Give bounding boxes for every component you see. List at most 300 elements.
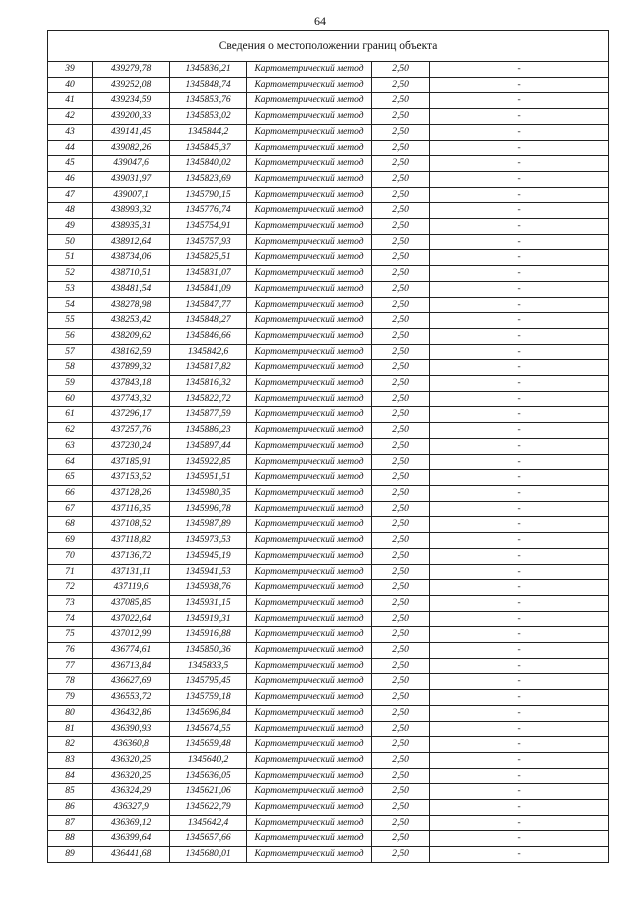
y-coordinate-cell: 1345622,79	[170, 800, 247, 816]
x-coordinate-cell: 436324,29	[93, 784, 170, 800]
y-coordinate-cell: 1345941,53	[170, 564, 247, 580]
table-row	[48, 831, 609, 847]
x-coordinate-cell: 438481,54	[93, 281, 170, 297]
note-cell: -	[430, 187, 609, 203]
y-coordinate-cell: 1345980,35	[170, 485, 247, 501]
y-coordinate-cell: 1345848,27	[170, 313, 247, 329]
method-cell: Картометрический метод	[247, 627, 372, 643]
table-row	[48, 768, 609, 784]
method-cell: Картометрический метод	[247, 391, 372, 407]
y-coordinate-cell: 1345842,6	[170, 344, 247, 360]
accuracy-cell: 2,50	[372, 140, 430, 156]
y-coordinate-cell: 1345897,44	[170, 438, 247, 454]
point-number-cell: 70	[48, 548, 93, 564]
method-cell: Картометрический метод	[247, 250, 372, 266]
point-number-cell: 89	[48, 847, 93, 863]
method-cell: Картометрический метод	[247, 124, 372, 140]
accuracy-cell: 2,50	[372, 815, 430, 831]
y-coordinate-cell: 1345825,51	[170, 250, 247, 266]
page-number: 64	[314, 14, 326, 28]
point-number-cell: 42	[48, 109, 93, 125]
method-cell: Картометрический метод	[247, 737, 372, 753]
accuracy-cell: 2,50	[372, 737, 430, 753]
x-coordinate-cell: 436360,8	[93, 737, 170, 753]
accuracy-cell: 2,50	[372, 627, 430, 643]
y-coordinate-cell: 1345841,09	[170, 281, 247, 297]
accuracy-cell: 2,50	[372, 784, 430, 800]
method-cell: Картометрический метод	[247, 376, 372, 392]
point-number-cell: 82	[48, 737, 93, 753]
accuracy-cell: 2,50	[372, 470, 430, 486]
x-coordinate-cell: 439031,97	[93, 171, 170, 187]
point-number-cell: 61	[48, 407, 93, 423]
x-coordinate-cell: 437108,52	[93, 517, 170, 533]
point-number-cell: 52	[48, 266, 93, 282]
method-cell: Картометрический метод	[247, 721, 372, 737]
table-row	[48, 438, 609, 454]
point-number-cell: 66	[48, 485, 93, 501]
point-number-cell: 80	[48, 705, 93, 721]
point-number-cell: 46	[48, 171, 93, 187]
y-coordinate-cell: 1345945,19	[170, 548, 247, 564]
note-cell: -	[430, 847, 609, 863]
x-coordinate-cell: 437899,32	[93, 360, 170, 376]
x-coordinate-cell: 438162,59	[93, 344, 170, 360]
accuracy-cell: 2,50	[372, 313, 430, 329]
y-coordinate-cell: 1345776,74	[170, 203, 247, 219]
y-coordinate-cell: 1345754,91	[170, 219, 247, 235]
note-cell: -	[430, 643, 609, 659]
y-coordinate-cell: 1345659,48	[170, 737, 247, 753]
table-row	[48, 140, 609, 156]
accuracy-cell: 2,50	[372, 360, 430, 376]
x-coordinate-cell: 437131,11	[93, 564, 170, 580]
table-row	[48, 360, 609, 376]
point-number-cell: 65	[48, 470, 93, 486]
method-cell: Картометрический метод	[247, 815, 372, 831]
note-cell: -	[430, 250, 609, 266]
note-cell: -	[430, 737, 609, 753]
x-coordinate-cell: 438912,64	[93, 234, 170, 250]
y-coordinate-cell: 1345696,84	[170, 705, 247, 721]
y-coordinate-cell: 1345759,18	[170, 690, 247, 706]
note-cell: -	[430, 627, 609, 643]
accuracy-cell: 2,50	[372, 376, 430, 392]
note-cell: -	[430, 705, 609, 721]
table-row	[48, 800, 609, 816]
x-coordinate-cell: 438278,98	[93, 297, 170, 313]
table-row	[48, 171, 609, 187]
y-coordinate-cell: 1345987,89	[170, 517, 247, 533]
y-coordinate-cell: 1345847,77	[170, 297, 247, 313]
point-number-cell: 58	[48, 360, 93, 376]
y-coordinate-cell: 1345973,53	[170, 533, 247, 549]
boundary-coordinates-table	[47, 30, 609, 863]
note-cell: -	[430, 501, 609, 517]
note-cell: -	[430, 297, 609, 313]
point-number-cell: 41	[48, 93, 93, 109]
y-coordinate-cell: 1345850,36	[170, 643, 247, 659]
x-coordinate-cell: 436320,25	[93, 752, 170, 768]
x-coordinate-cell: 436399,64	[93, 831, 170, 847]
method-cell: Картометрический метод	[247, 360, 372, 376]
point-number-cell: 77	[48, 658, 93, 674]
accuracy-cell: 2,50	[372, 187, 430, 203]
x-coordinate-cell: 438253,42	[93, 313, 170, 329]
note-cell: -	[430, 140, 609, 156]
accuracy-cell: 2,50	[372, 831, 430, 847]
point-number-cell: 88	[48, 831, 93, 847]
note-cell: -	[430, 281, 609, 297]
method-cell: Картометрический метод	[247, 643, 372, 659]
x-coordinate-cell: 437743,32	[93, 391, 170, 407]
accuracy-cell: 2,50	[372, 219, 430, 235]
method-cell: Картометрический метод	[247, 109, 372, 125]
method-cell: Картометрический метод	[247, 470, 372, 486]
accuracy-cell: 2,50	[372, 564, 430, 580]
note-cell: -	[430, 203, 609, 219]
table-row	[48, 643, 609, 659]
accuracy-cell: 2,50	[372, 800, 430, 816]
method-cell: Картометрический метод	[247, 454, 372, 470]
accuracy-cell: 2,50	[372, 454, 430, 470]
table-row	[48, 156, 609, 172]
y-coordinate-cell: 1345877,59	[170, 407, 247, 423]
accuracy-cell: 2,50	[372, 266, 430, 282]
y-coordinate-cell: 1345844,2	[170, 124, 247, 140]
note-cell: -	[430, 485, 609, 501]
accuracy-cell: 2,50	[372, 485, 430, 501]
table-row	[48, 737, 609, 753]
method-cell: Картометрический метод	[247, 93, 372, 109]
table-row	[48, 627, 609, 643]
x-coordinate-cell: 436320,25	[93, 768, 170, 784]
y-coordinate-cell: 1345621,06	[170, 784, 247, 800]
y-coordinate-cell: 1345919,31	[170, 611, 247, 627]
y-coordinate-cell: 1345931,15	[170, 595, 247, 611]
point-number-cell: 85	[48, 784, 93, 800]
accuracy-cell: 2,50	[372, 423, 430, 439]
y-coordinate-cell: 1345886,23	[170, 423, 247, 439]
note-cell: -	[430, 611, 609, 627]
point-number-cell: 68	[48, 517, 93, 533]
accuracy-cell: 2,50	[372, 234, 430, 250]
x-coordinate-cell: 437257,76	[93, 423, 170, 439]
x-coordinate-cell: 436390,93	[93, 721, 170, 737]
point-number-cell: 73	[48, 595, 93, 611]
table-row	[48, 595, 609, 611]
method-cell: Картометрический метод	[247, 77, 372, 93]
point-number-cell: 60	[48, 391, 93, 407]
point-number-cell: 39	[48, 62, 93, 78]
point-number-cell: 62	[48, 423, 93, 439]
note-cell: -	[430, 800, 609, 816]
y-coordinate-cell: 1345757,93	[170, 234, 247, 250]
point-number-cell: 45	[48, 156, 93, 172]
y-coordinate-cell: 1345642,4	[170, 815, 247, 831]
point-number-cell: 55	[48, 313, 93, 329]
note-cell: -	[430, 266, 609, 282]
x-coordinate-cell: 437118,82	[93, 533, 170, 549]
note-cell: -	[430, 721, 609, 737]
point-number-cell: 50	[48, 234, 93, 250]
table-row	[48, 721, 609, 737]
method-cell: Картометрический метод	[247, 533, 372, 549]
y-coordinate-cell: 1345938,76	[170, 580, 247, 596]
note-cell: -	[430, 62, 609, 78]
point-number-cell: 54	[48, 297, 93, 313]
note-cell: -	[430, 517, 609, 533]
point-number-cell: 84	[48, 768, 93, 784]
table-row	[48, 533, 609, 549]
x-coordinate-cell: 437116,35	[93, 501, 170, 517]
point-number-cell: 81	[48, 721, 93, 737]
accuracy-cell: 2,50	[372, 344, 430, 360]
note-cell: -	[430, 690, 609, 706]
y-coordinate-cell: 1345816,32	[170, 376, 247, 392]
method-cell: Картометрический метод	[247, 203, 372, 219]
accuracy-cell: 2,50	[372, 674, 430, 690]
point-number-cell: 78	[48, 674, 93, 690]
note-cell: -	[430, 470, 609, 486]
note-cell: -	[430, 831, 609, 847]
method-cell: Картометрический метод	[247, 140, 372, 156]
note-cell: -	[430, 548, 609, 564]
method-cell: Картометрический метод	[247, 580, 372, 596]
x-coordinate-cell: 436713,84	[93, 658, 170, 674]
note-cell: -	[430, 658, 609, 674]
table-row	[48, 564, 609, 580]
note-cell: -	[430, 454, 609, 470]
table-row	[48, 784, 609, 800]
note-cell: -	[430, 423, 609, 439]
point-number-cell: 67	[48, 501, 93, 517]
accuracy-cell: 2,50	[372, 752, 430, 768]
accuracy-cell: 2,50	[372, 768, 430, 784]
table-row	[48, 847, 609, 863]
y-coordinate-cell: 1345853,02	[170, 109, 247, 125]
point-number-cell: 79	[48, 690, 93, 706]
x-coordinate-cell: 437085,85	[93, 595, 170, 611]
y-coordinate-cell: 1345836,21	[170, 62, 247, 78]
x-coordinate-cell: 438993,32	[93, 203, 170, 219]
method-cell: Картометрический метод	[247, 234, 372, 250]
method-cell: Картометрический метод	[247, 517, 372, 533]
y-coordinate-cell: 1345674,55	[170, 721, 247, 737]
table-row	[48, 203, 609, 219]
table-row	[48, 815, 609, 831]
x-coordinate-cell: 436627,69	[93, 674, 170, 690]
x-coordinate-cell: 437185,91	[93, 454, 170, 470]
note-cell: -	[430, 124, 609, 140]
y-coordinate-cell: 1345845,37	[170, 140, 247, 156]
accuracy-cell: 2,50	[372, 328, 430, 344]
x-coordinate-cell: 436432,86	[93, 705, 170, 721]
section-title: Сведения о местоположении границ объекта	[48, 31, 609, 62]
note-cell: -	[430, 784, 609, 800]
x-coordinate-cell: 439279,78	[93, 62, 170, 78]
method-cell: Картометрический метод	[247, 595, 372, 611]
table-row	[48, 234, 609, 250]
method-cell: Картометрический метод	[247, 548, 372, 564]
y-coordinate-cell: 1345795,45	[170, 674, 247, 690]
point-number-cell: 63	[48, 438, 93, 454]
accuracy-cell: 2,50	[372, 281, 430, 297]
method-cell: Картометрический метод	[247, 564, 372, 580]
note-cell: -	[430, 376, 609, 392]
y-coordinate-cell: 1345853,76	[170, 93, 247, 109]
x-coordinate-cell: 437119,6	[93, 580, 170, 596]
table-row	[48, 690, 609, 706]
accuracy-cell: 2,50	[372, 580, 430, 596]
method-cell: Картометрический метод	[247, 187, 372, 203]
point-number-cell: 40	[48, 77, 93, 93]
table-row	[48, 423, 609, 439]
method-cell: Картометрический метод	[247, 784, 372, 800]
accuracy-cell: 2,50	[372, 517, 430, 533]
point-number-cell: 56	[48, 328, 93, 344]
table-row	[48, 187, 609, 203]
table-row	[48, 470, 609, 486]
table-row	[48, 281, 609, 297]
method-cell: Картометрический метод	[247, 752, 372, 768]
table-row	[48, 752, 609, 768]
method-cell: Картометрический метод	[247, 423, 372, 439]
note-cell: -	[430, 752, 609, 768]
point-number-cell: 87	[48, 815, 93, 831]
accuracy-cell: 2,50	[372, 501, 430, 517]
point-number-cell: 57	[48, 344, 93, 360]
x-coordinate-cell: 437136,72	[93, 548, 170, 564]
point-number-cell: 53	[48, 281, 93, 297]
note-cell: -	[430, 313, 609, 329]
note-cell: -	[430, 391, 609, 407]
x-coordinate-cell: 438734,06	[93, 250, 170, 266]
accuracy-cell: 2,50	[372, 124, 430, 140]
x-coordinate-cell: 438710,51	[93, 266, 170, 282]
accuracy-cell: 2,50	[372, 643, 430, 659]
note-cell: -	[430, 533, 609, 549]
point-number-cell: 72	[48, 580, 93, 596]
note-cell: -	[430, 234, 609, 250]
x-coordinate-cell: 436369,12	[93, 815, 170, 831]
note-cell: -	[430, 328, 609, 344]
accuracy-cell: 2,50	[372, 595, 430, 611]
method-cell: Картометрический метод	[247, 297, 372, 313]
table-row	[48, 124, 609, 140]
x-coordinate-cell: 438209,62	[93, 328, 170, 344]
point-number-cell: 44	[48, 140, 93, 156]
y-coordinate-cell: 1345951,51	[170, 470, 247, 486]
accuracy-cell: 2,50	[372, 109, 430, 125]
table-row	[48, 454, 609, 470]
x-coordinate-cell: 439007,1	[93, 187, 170, 203]
y-coordinate-cell: 1345846,66	[170, 328, 247, 344]
x-coordinate-cell: 436327,9	[93, 800, 170, 816]
note-cell: -	[430, 815, 609, 831]
accuracy-cell: 2,50	[372, 77, 430, 93]
accuracy-cell: 2,50	[372, 438, 430, 454]
accuracy-cell: 2,50	[372, 62, 430, 78]
x-coordinate-cell: 437230,24	[93, 438, 170, 454]
point-number-cell: 51	[48, 250, 93, 266]
note-cell: -	[430, 109, 609, 125]
method-cell: Картометрический метод	[247, 313, 372, 329]
accuracy-cell: 2,50	[372, 203, 430, 219]
point-number-cell: 47	[48, 187, 93, 203]
table-row	[48, 517, 609, 533]
table-row	[48, 344, 609, 360]
y-coordinate-cell: 1345831,07	[170, 266, 247, 282]
x-coordinate-cell: 436441,68	[93, 847, 170, 863]
accuracy-cell: 2,50	[372, 721, 430, 737]
method-cell: Картометрический метод	[247, 219, 372, 235]
method-cell: Картометрический метод	[247, 281, 372, 297]
y-coordinate-cell: 1345840,02	[170, 156, 247, 172]
x-coordinate-cell: 436774,61	[93, 643, 170, 659]
point-number-cell: 74	[48, 611, 93, 627]
method-cell: Картометрический метод	[247, 705, 372, 721]
note-cell: -	[430, 438, 609, 454]
x-coordinate-cell: 438935,31	[93, 219, 170, 235]
method-cell: Картометрический метод	[247, 328, 372, 344]
note-cell: -	[430, 219, 609, 235]
y-coordinate-cell: 1345790,15	[170, 187, 247, 203]
point-number-cell: 49	[48, 219, 93, 235]
x-coordinate-cell: 436553,72	[93, 690, 170, 706]
x-coordinate-cell: 439047,6	[93, 156, 170, 172]
x-coordinate-cell: 439252,08	[93, 77, 170, 93]
table-row	[48, 611, 609, 627]
method-cell: Картометрический метод	[247, 171, 372, 187]
table-row	[48, 93, 609, 109]
accuracy-cell: 2,50	[372, 705, 430, 721]
note-cell: -	[430, 564, 609, 580]
accuracy-cell: 2,50	[372, 407, 430, 423]
note-cell: -	[430, 580, 609, 596]
y-coordinate-cell: 1345922,85	[170, 454, 247, 470]
accuracy-cell: 2,50	[372, 611, 430, 627]
point-number-cell: 48	[48, 203, 93, 219]
point-number-cell: 59	[48, 376, 93, 392]
y-coordinate-cell: 1345996,78	[170, 501, 247, 517]
method-cell: Картометрический метод	[247, 266, 372, 282]
y-coordinate-cell: 1345823,69	[170, 171, 247, 187]
accuracy-cell: 2,50	[372, 658, 430, 674]
table-body	[48, 62, 609, 863]
table-row	[48, 219, 609, 235]
point-number-cell: 43	[48, 124, 93, 140]
table-row	[48, 501, 609, 517]
note-cell: -	[430, 77, 609, 93]
table-row	[48, 580, 609, 596]
accuracy-cell: 2,50	[372, 93, 430, 109]
x-coordinate-cell: 437022,64	[93, 611, 170, 627]
accuracy-cell: 2,50	[372, 690, 430, 706]
table-row	[48, 313, 609, 329]
method-cell: Картометрический метод	[247, 674, 372, 690]
x-coordinate-cell: 437012,99	[93, 627, 170, 643]
accuracy-cell: 2,50	[372, 171, 430, 187]
x-coordinate-cell: 437128,26	[93, 485, 170, 501]
note-cell: -	[430, 360, 609, 376]
table-row	[48, 109, 609, 125]
x-coordinate-cell: 437843,18	[93, 376, 170, 392]
accuracy-cell: 2,50	[372, 548, 430, 564]
table-row	[48, 485, 609, 501]
method-cell: Картометрический метод	[247, 658, 372, 674]
table-header-row	[48, 31, 609, 62]
